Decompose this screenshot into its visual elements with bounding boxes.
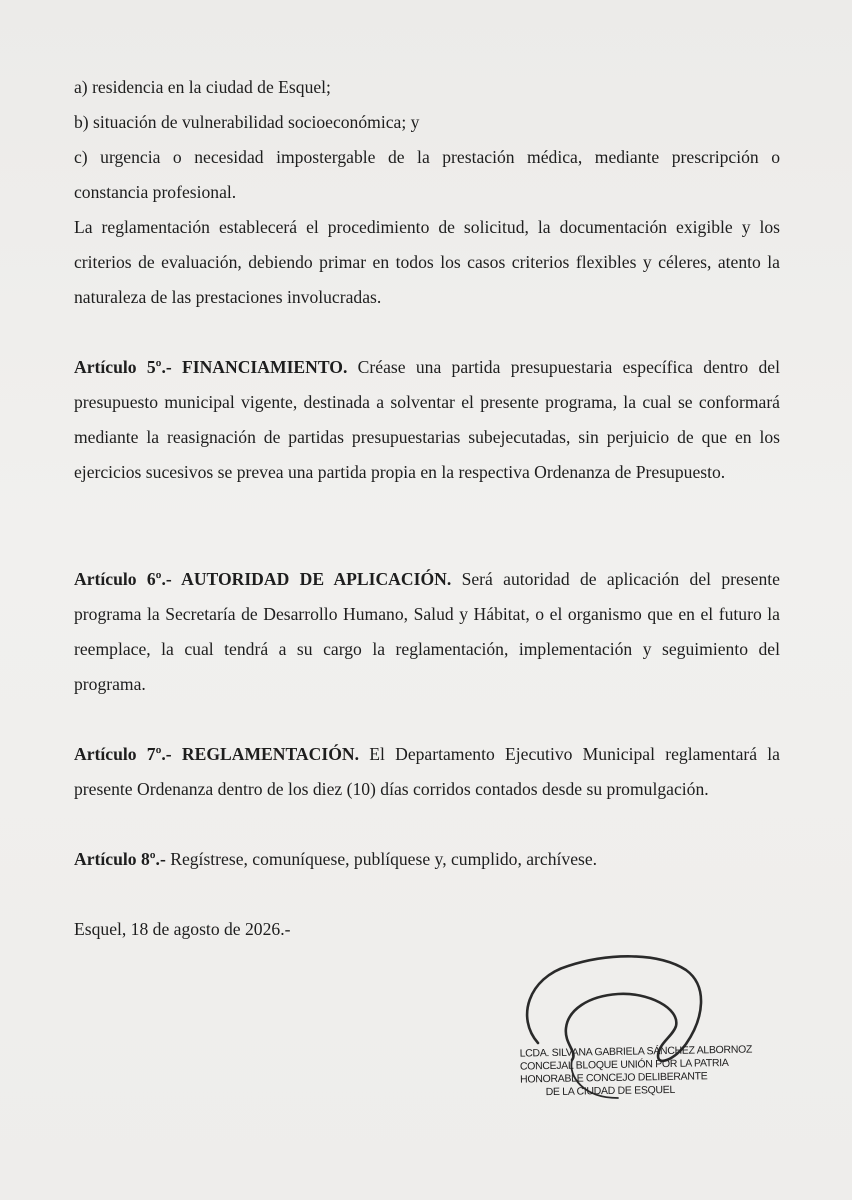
article-7 — [74, 737, 780, 807]
article-6-title: Artículo 6º.- AUTORIDAD DE APLICACIÓN. — [74, 569, 452, 589]
article-7-body: El Departamento Ejecutivo Municipal reglamentará la presente Ordenanza dentro de los diez (10) días corridos contados desde su promulgación. — [74, 744, 780, 799]
article-6-body: Será autoridad de aplicación del presente programa la Secretaría de Desarrollo Humano, Salud y Hábitat, o el organismo que en el futuro la reemplace, la cual tendrá a su cargo la reglamentación, implementación y seguimiento del programa. — [74, 569, 780, 694]
stamp-line-1: LCDA. SILVANA GABRIELA SÁNCHEZ ALBORNOZ — [519, 1043, 753, 1060]
article-5 — [74, 350, 780, 490]
article-7-title: Artículo 7º.- REGLAMENTACIÓN. — [74, 744, 359, 764]
reglamentacion-paragraph: La reglamentación establecerá el procedimiento de solicitud, la documentación exigible y los criterios de evaluación, debiendo primar en todos los casos criterios flexibles y céleres, atento la naturaleza de las prestaciones involucradas. — [74, 217, 780, 307]
article-6-paragraph — [74, 562, 780, 702]
stamp-line-2: CONCEJAL BLOQUE UNIÓN POR LA PATRIA — [519, 1056, 729, 1073]
list-item-c-line2: constancia profesional. — [74, 182, 237, 202]
list-item-c-line1: c) urgencia o necesidad impostergable de la prestación médica, mediante prescripción o — [74, 147, 780, 167]
article-8-paragraph — [74, 842, 780, 877]
date-line: Esquel, 18 de agosto de 2026.- — [74, 919, 291, 939]
article-5-title: Artículo 5º.- FINANCIAMIENTO. — [74, 357, 348, 377]
article-5-body: Créase una partida presupuestaria específica dentro del presupuesto municipal vigente, destinada a solventar el presente programa, la cual se conformará mediante la reasignación de partidas presupuestarias subejecutadas, sin perjuicio de que en los ejercicios sucesivos se prevea una partida propia en la respectiva Ordenanza de Presupuesto. — [74, 357, 780, 482]
article-7-paragraph — [74, 737, 780, 807]
article-8-body: Regístrese, comuníquese, publíquese y, cumplido, archívese. — [165, 849, 598, 869]
stamp-line-3: HONORABLE CONCEJO DELIBERANTE — [520, 1070, 708, 1086]
requirements-list — [74, 70, 780, 315]
article-8 — [74, 842, 780, 877]
article-6 — [74, 562, 780, 702]
article-8-title: Artículo 8º.- — [74, 849, 166, 869]
official-stamp — [519, 1043, 753, 1099]
article-5-paragraph — [74, 350, 780, 490]
list-item-a: a) residencia en la ciudad de Esquel; — [74, 77, 331, 97]
list-item-b: b) situación de vulnerabilidad socioeconómica; y — [74, 112, 420, 132]
stamp-line-4: DE LA CIUDAD DE ESQUEL — [545, 1083, 676, 1099]
date-line-block — [74, 912, 780, 947]
